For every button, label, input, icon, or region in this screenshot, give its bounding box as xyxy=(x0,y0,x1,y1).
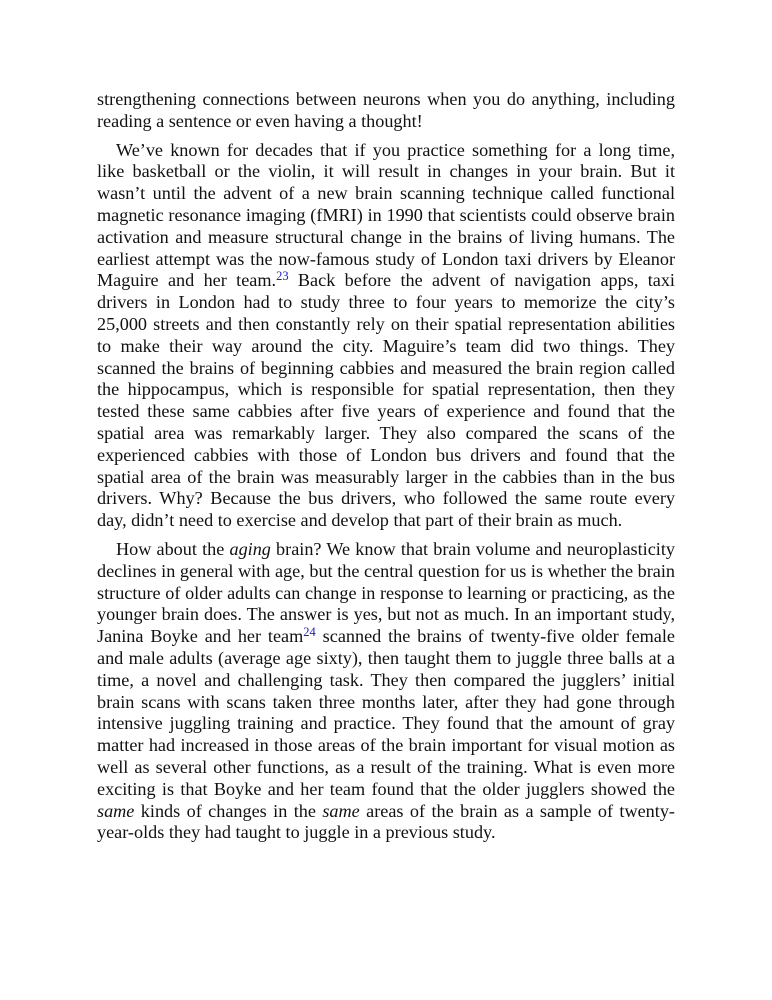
paragraph-2 xyxy=(97,140,675,532)
emphasis-same-1: same xyxy=(97,800,135,821)
emphasis-same-2: same xyxy=(322,800,360,821)
paragraph-3 xyxy=(97,539,675,844)
paragraph-3-text-a: How about the xyxy=(116,538,230,559)
book-page xyxy=(97,89,675,851)
footnote-ref-24[interactable]: 24 xyxy=(303,625,316,640)
paragraph-3-text-c: scanned the brains of twenty-five older female and male adults (average age sixty), then taught them to juggle three balls at a time, a novel and challenging task. They then compared the jugglers’ initial brain scans with scans taken three months later, after they had gone through intensive juggling training and practice. They found that the amount of gray matter had increased in those areas of the brain important for visual motion as well as several other functions, as a result of the training. What is even more exciting is that Boyke and her team found that the older jugglers showed the xyxy=(97,626,676,799)
paragraph-2-text-a: We’ve known for decades that if you practice something for a long time, like basketball or the violin, it will result in changes in your brain. But it wasn’t until the advent of a new brain scanning technique called functional magnetic resonance imaging (fMRI) in 1990 that scientists could observe brain activation and measure structural change in the brains of living humans. The earliest attempt was the now-famous study of London taxi drivers by Eleanor Maguire and her team. xyxy=(97,139,675,291)
paragraph-3-text-b: brain? We know that brain volume and neuroplasticity declines in general with age, but the central question for us is whether the brain structure of older adults can change in response to learning or practicing, as the younger brain does. The answer is yes, but not as much. In an important study, Janina Boyke and her team xyxy=(97,538,675,647)
paragraph-2-text-b: Back before the advent of navigation apps, taxi drivers in London had to study three to four years to memorize the city’s 25,000 streets and then constantly rely on their spatial representation abilities to make their way around the city. Maguire’s team did two things. They scanned the brains of beginning cabbies and measured the brain region called the hippocampus, which is responsible for spatial representation, then they tested these same cabbies after five years of experience and found that the spatial area was remarkably larger. They also compared the scans of the experienced cabbies with those of London bus drivers and found that the spatial area of the brain was measurably larger in the cabbies than in the bus drivers. Why? Because the bus drivers, who followed the same route every day, didn’t need to exercise and develop that part of their brain as much. xyxy=(97,270,675,531)
paragraph-1-text: strengthening connections between neurons when you do anything, including reading a sentence or even having a thought! xyxy=(97,89,675,131)
emphasis-aging: aging xyxy=(229,538,271,559)
footnote-ref-23[interactable]: 23 xyxy=(276,269,289,284)
paragraph-1 xyxy=(97,89,675,133)
paragraph-3-text-e: areas of the brain as a sample of twenty-year-olds they had taught to juggle in a previous study. xyxy=(97,800,675,843)
paragraph-3-text-d: kinds of changes in the xyxy=(134,800,323,821)
